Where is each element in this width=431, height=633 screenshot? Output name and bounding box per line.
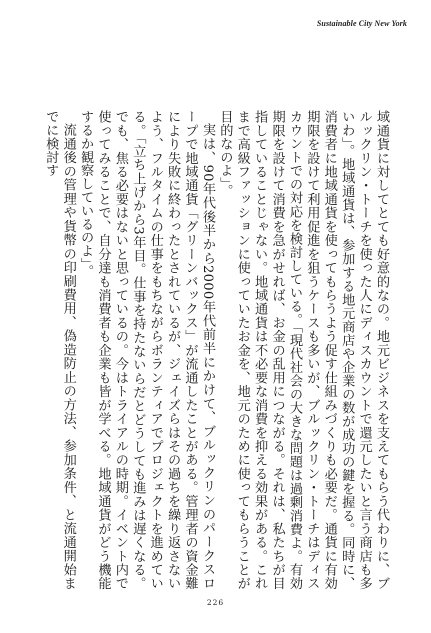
body-text <box>42 110 390 590</box>
paragraph-2: 実は、90年代後半から2000年代前半にかけて、ブルックリンのパークスロープで地域通貨「グリーンバックス」が流通したことがある。管理者の資金難により失敗に終わったとされているが、ジェイズらはその過ちを繰り返さないよう、フルタイムの仕事をもちながらボランティアでプロジェクトを進めている。「立ち上げから3年目。仕事を持たないらだとどうしても進みは遅くなる。でも、焦る必要はないと思っているの。今はトライアルの時期。イベント内で使ってみることで、自分達も消費者も企業も皆が学べる。地域通貨がどう機能するか観察しているのよ」。 <box>78 110 215 590</box>
running-head-title: Sustainable City New York <box>316 19 407 28</box>
paragraph-3: 流通後の管理や貨幣の印刷費用、偽造防止の方法、参加条件、と流通開始までに検討す <box>43 110 76 590</box>
page-number: 226 <box>206 598 225 607</box>
paragraph-1: 域通貨に対してとても好意的なの。地元ビジネスを支えてもらう代わりに、ブルックリン・トーチを使った人にディスカウントで還元したいと言う商店も多いわ」。地域通貨は、参加する地元商店や企業の数が成功の鍵を握る。同時に、消費者に地域通貨を使ってもらうよう促す仕組みづくりも必要だ。通貨に有効期限を設けて利用促進を狙うケースも多いが、ブルックリン・トーチはディスカウントでの対応を検討している。「現代社会の大きな問題は過剰消費よ。有効期限を設けて消費を急がせれば、お金の乱用につながる。それは、私たちが目指していることじゃない。地域通貨は不必要な消費を抑える効果がある。これまで高級ファッションに使っていたお金を、地元のために使ってもらうことが目的なのよ」。 <box>217 110 389 590</box>
